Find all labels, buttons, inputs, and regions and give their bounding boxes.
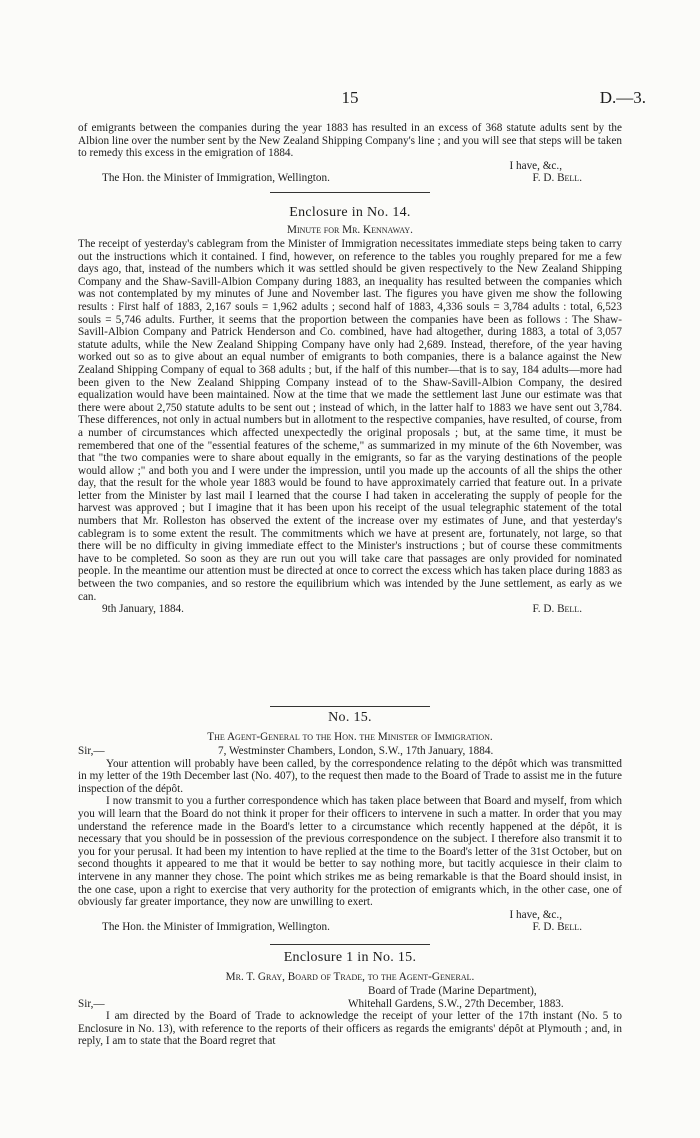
- intro-paragraph: of emigrants between the companies during the year 1883 has resulted in an excess of 368 statute adults sent by the Albion line over the number sent by the New Zealand Shipping Company's line ; and you will see that steps will be taken to remedy this excess in the emigration of 1884.: [78, 122, 622, 160]
- no-15-closing: [78, 921, 622, 934]
- no-15-signature: F. D. Bell.: [532, 921, 582, 934]
- document-reference: D.—3.: [599, 88, 646, 107]
- no-15-title: No. 15.: [328, 710, 372, 725]
- divider: [270, 192, 430, 193]
- no-15-paragraph-2: I now transmit to you a further correspondence which has taken place between that Board and myself, from which you will learn that the Board do not think it proper for their officers to intervene in such a matter. In order that you may understand the reference made in the Board's letter to a circumstance which recently happened at the dépôt, it is necessary that you should be in possession of the previous correspondence on the subject. I therefore also transmit it to you for your perusal. It had been my intention to have replied at the time to the Board's letter of the 31st October, but on second thoughts it appeared to me that it would be better to say nothing more, but tacitly acquiesce in their claim to intervene in any manner they chose. The point which strikes me as being remarkable is that the Board should insist, in the one case, upon a right to exercise that very authority for the protection of emigrants which, in the other case, one of obviously far greater importance, they now are unwilling to exert.: [78, 795, 622, 909]
- enclosure-14-text: The receipt of yesterday's cablegram from the Minister of Immigration necessitates immediate steps being taken to carry out the instructions which it contained. I find, however, on reference to the tables you roughly prepared for me a few days ago, that, instead of the numbers which it was settled should be given respectively to the New Zealand Shipping Company and the Shaw-Savill-Albion Company during 1883, an inequality has resulted between the companies which was not contemplated by my minutes of June and November last. The figures you have given me show the following results : First half of 1883, 2,167 souls = 1,962 adults ; second half of 1883, 4,336 souls = 3,784 adults : total, 6,523 souls = 5,746 adults. Further, it seems that the proportion between the companies have been as follows : The Shaw-Savill-Albion Company and Patrick Henderson and Co. combined, have had altogether, during 1883, a total of 3,057 statute adults, while the New Zealand Shipping Company have only had 2,689. Instead, therefore, of the year having worked out so as to give about an equal number of emigrants to both companies, there is a balance against the New Zealand Shipping Company of equal to 368 adults ; but, if the half of this number—that is to say, 184 adults—more had been given to the New Zealand Shipping Company instead of to the Shaw-Savill-Albion Company, the desired equalization would have been maintained. Now at the time that we made the settlement last June our estimate was that there were about 2,750 statute adults to be sent out ; instead of which, in the latter half to 1883 we have sent out 3,784. These differences, not only in actual numbers but in allotment to the respective companies, have resulted, of course, from a number of circumstances which affected unexpectedly the original proposals ; but, at the same time, it must be remembered that one of the "essential features of the scheme," as summarized in my minute of the 6th November, was that "the two companies were to share about equally in the emigrants, so far as the varying destinations of the people would allow ;" and both you and I were under the impression, until you made up the accounts of all the ships the other day, that the result for the whole year 1883 would be found to have approximately carried that feature out. In a private letter from the Minister by last mail I learned that the course I had taken in accelerating the supply of people for the harvest was approved ; but I imagine that it has been upon his receipt of the usual telegraphic statement of the total numbers that Mr. Rolleston has observed the extent of the increase over my estimates of June, and that yesterday's cablegram is to some extent the result. The commitments which we have at present are, fortunately, not large, so that there will be no difficulty in giving immediate effect to the Minister's instructions ; but of course these commitments have to be completed. So soon as they are run out you will take care that passages are only provided for nominated people. In the meantime our attention must be directed at once to correct the excess which has taken place during 1883 as between the two companies, and so restore the equilibrium which was intended by the June settlement, as early as we can.: [78, 238, 622, 603]
- page-number: 15: [341, 88, 359, 107]
- enclosure-14-closing: [78, 603, 622, 616]
- no-15-subtitle: The Agent-General to the Hon. the Minister of Immigration.: [207, 731, 493, 743]
- enclosure-15-paragraph-1: I am directed by the Board of Trade to acknowledge the receipt of your letter of the 17th instant (No. 5 to Enclosure in No. 13), with reference to the reports of their officers as regards the emigrants' dépôt at Plymouth ; and, in reply, I am to state that the Board regret that: [78, 1010, 622, 1048]
- enclosure-14-signature: F. D. Bell.: [532, 603, 582, 616]
- enclosure-14-date: 9th January, 1884.: [102, 603, 184, 616]
- intro-addressee: The Hon. the Minister of Immigration, Wellington.: [102, 172, 330, 185]
- divider: [270, 706, 430, 707]
- no-15-header-line: [78, 745, 622, 758]
- intro-closing: [78, 172, 622, 185]
- no-15-salutation: Sir,—: [78, 745, 105, 757]
- enclosure-15-title: Enclosure 1 in No. 15.: [283, 950, 417, 965]
- enclosure-15-address-2: Whitehall Gardens, S.W., 27th December, 1883.: [348, 997, 564, 1010]
- no-15-address: 7, Westminster Chambers, London, S.W., 17th January, 1884.: [218, 745, 494, 757]
- no-15-section: [78, 745, 622, 934]
- enclosure-15-header-line: [78, 998, 622, 1011]
- enclosure-14-title: Enclosure in No. 14.: [289, 205, 411, 220]
- no-15-addressee: The Hon. the Minister of Immigration, Wellington.: [102, 921, 330, 934]
- enclosure-14-section: [78, 238, 622, 616]
- no-15-sign-off: I have, &c.,: [509, 908, 562, 921]
- divider: [270, 944, 430, 945]
- intro-section: [78, 122, 622, 185]
- enclosure-15-section: [78, 985, 622, 1048]
- intro-signature: F. D. Bell.: [532, 172, 582, 185]
- enclosure-15-salutation: Sir,—: [78, 997, 105, 1010]
- no-15-paragraph-1: Your attention will probably have been called, by the correspondence relating to the dépôt which was transmitted in my letter of the 19th December last (No. 407), to the request then made to the Board of Trade to assist me in the future inspection of the dépôt.: [78, 757, 622, 795]
- intro-sign-off: I have, &c.,: [509, 159, 562, 172]
- enclosure-14-subtitle: Minute for Mr. Kennaway.: [287, 224, 413, 236]
- enclosure-15-address-1: Board of Trade (Marine Department),: [368, 985, 537, 997]
- enclosure-15-subtitle: Mr. T. Gray, Board of Trade, to the Agent-General.: [225, 971, 475, 983]
